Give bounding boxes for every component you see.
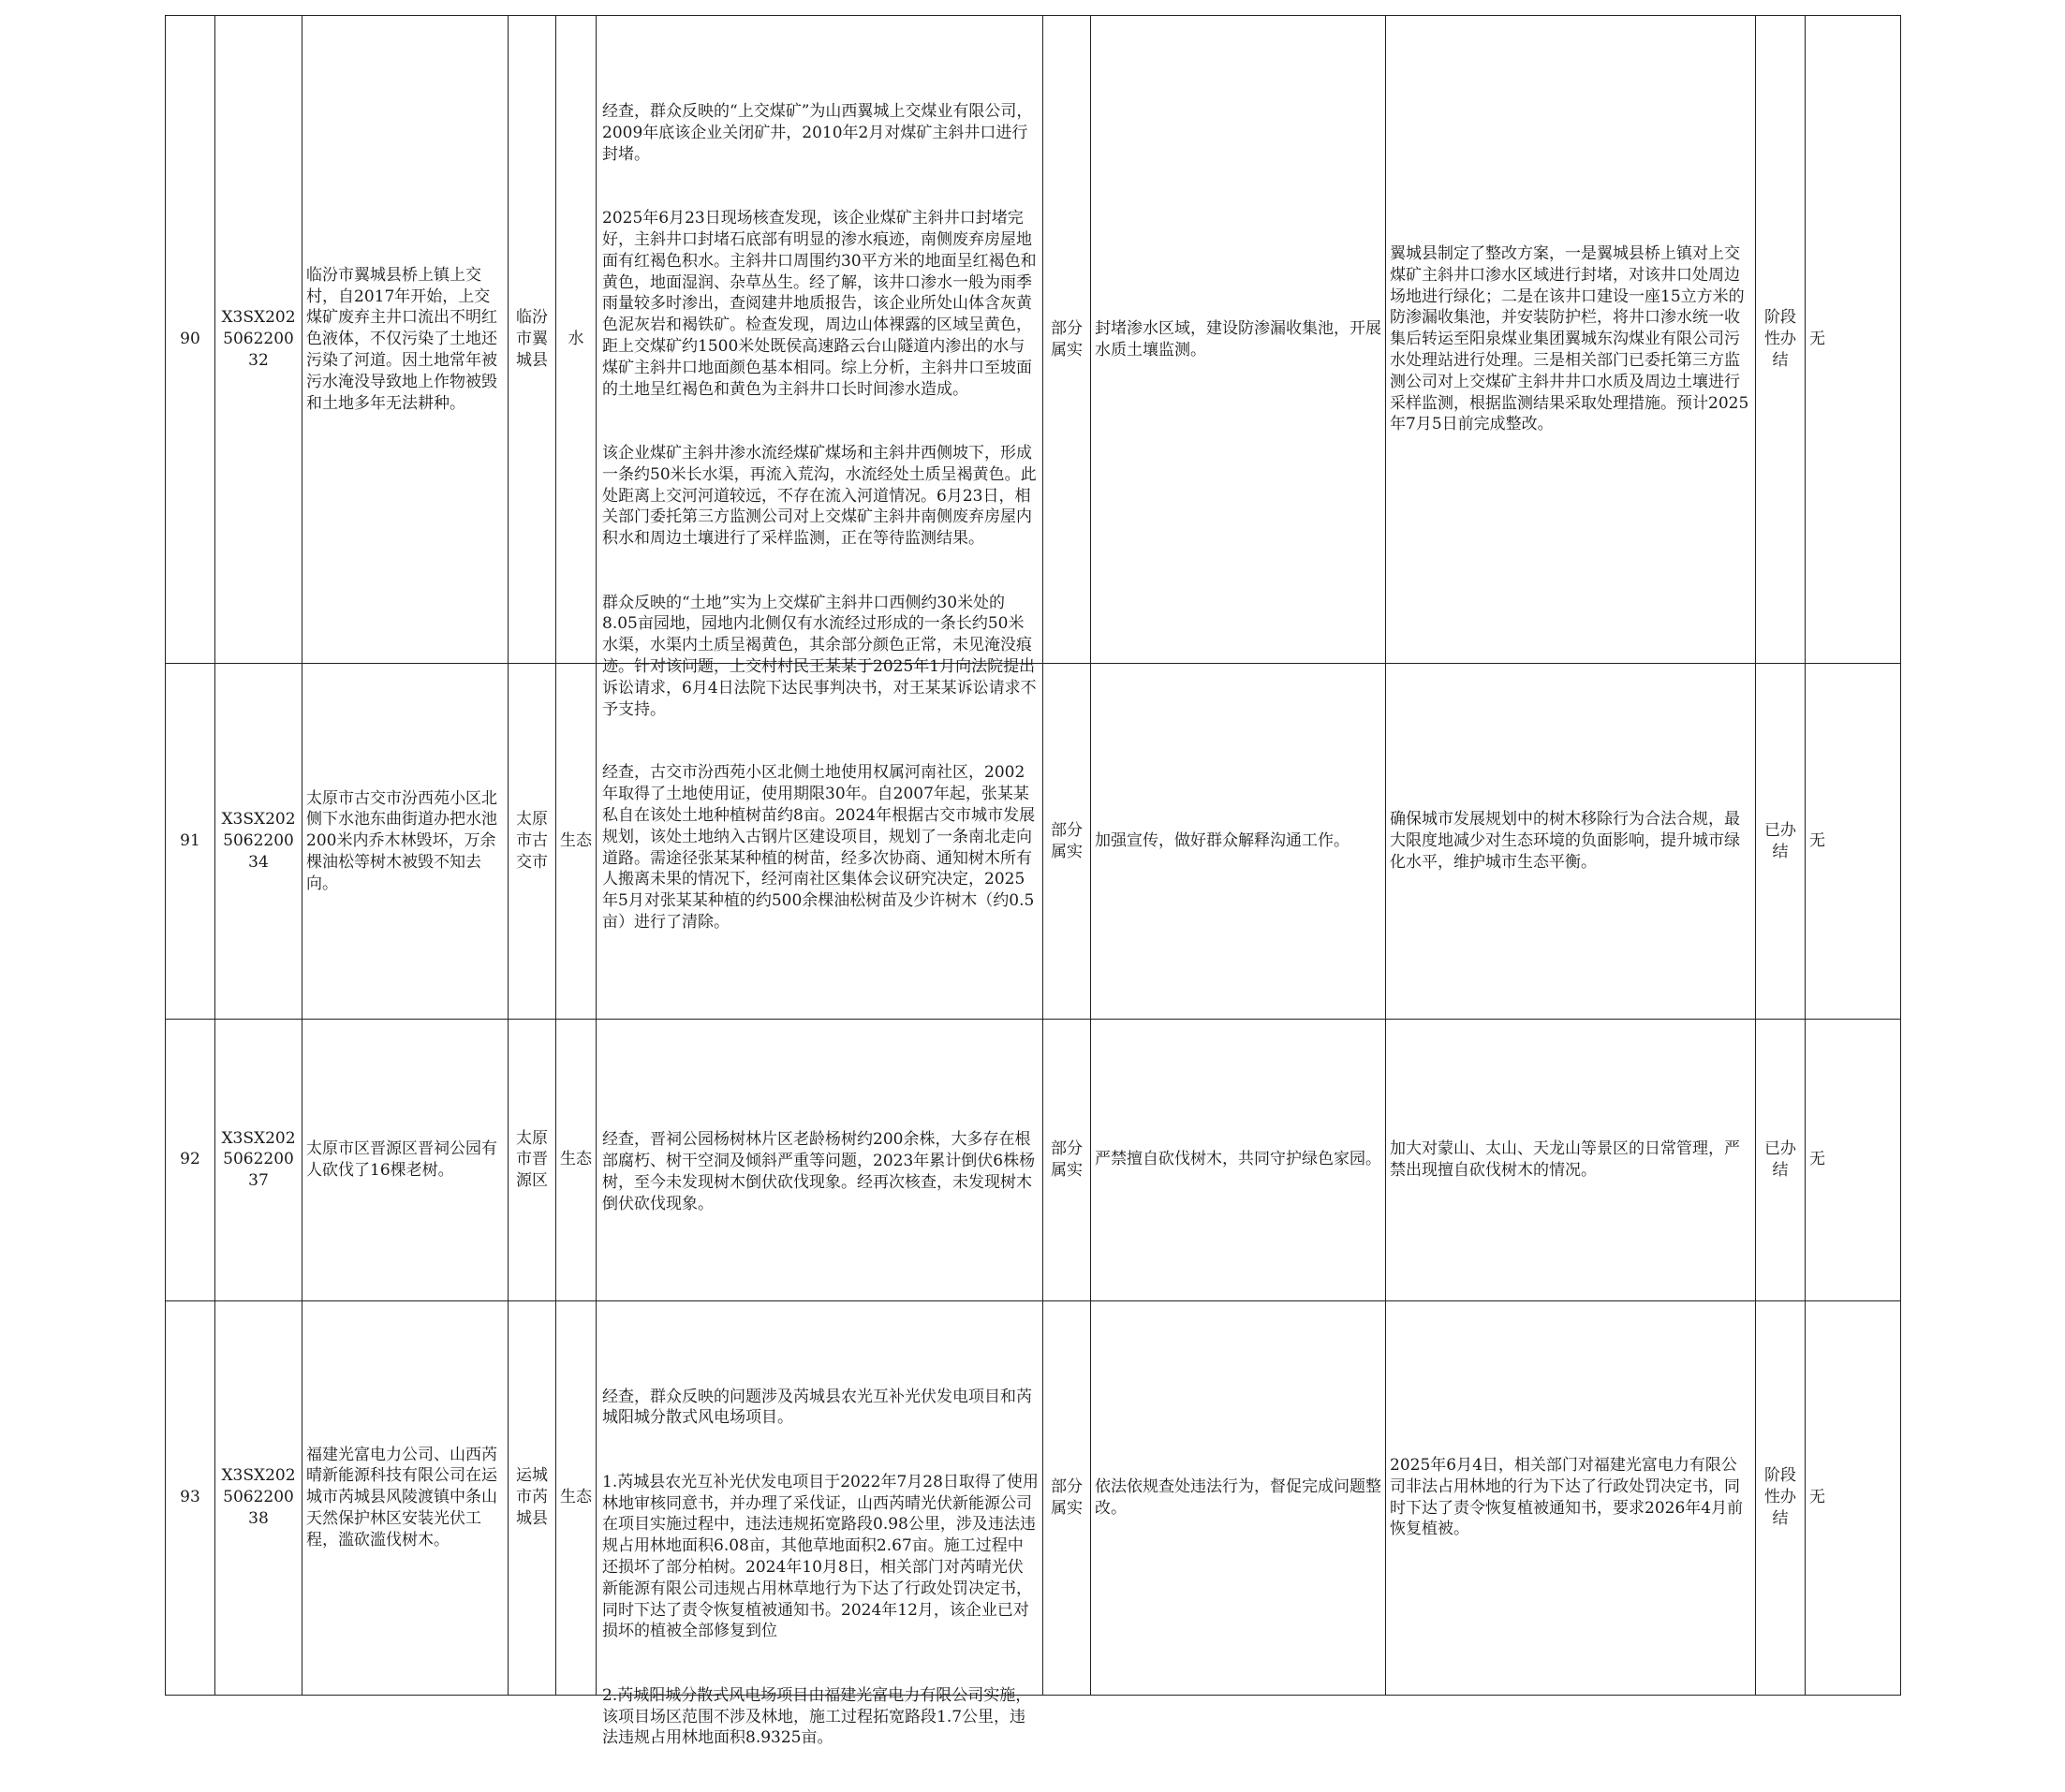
findings-paragraph: 该企业煤矿主斜井渗水流经煤矿煤场和主斜井西侧坡下，形成一条约50米长水渠，再流入荒沟，水流经处土质呈褐黄色。此处距离上交河河道较远，不存在流入河道情况。6月23日，相关部门委托第三方监测公司对上交煤矿主斜井南侧废弃房屋内积水和周边土壤进行了采样监测，正在等待监测结果。 (602, 443, 1037, 549)
administrative-region: 运城市芮城县 (509, 1300, 556, 1695)
accountability: 无 (1806, 16, 1901, 664)
handling-measures: 加强宣传，做好群众解释沟通工作。 (1091, 664, 1386, 1020)
findings-paragraph: 经查，群众反映的问题涉及芮城县农光互补光伏发电项目和芮城阳城分散式风电场项目。 (602, 1387, 1032, 1428)
administrative-region: 临汾市翼城县 (509, 16, 556, 664)
completion-status: 阶段性办结 (1756, 1300, 1806, 1695)
table-row (166, 1019, 1901, 1300)
administrative-region: 太原市古交市 (509, 664, 556, 1020)
verification-verdict: 部分属实 (1043, 1019, 1091, 1300)
row-number: 92 (166, 1019, 215, 1300)
complaint-table (165, 15, 1901, 1748)
investigation-findings (597, 16, 1043, 719)
complaint-description: 临汾市翼城县桥上镇上交村，自2017年开始，上交煤矿废弃主井口流出不明红色液体，不仅污染了土地还污染了河道。因土地常年被污水淹没导致地上作物被毁和土地多年无法耕种。 (302, 16, 509, 664)
complaint-description: 福建光富电力公司、山西芮晴新能源科技有限公司在运城市芮城县风陵渡镇中条山天然保护林区安装光伏工程，滥砍滥伐树木。 (302, 1300, 509, 1695)
row-number: 91 (166, 664, 215, 1020)
case-code: X3SX2025062200 38 (215, 1300, 302, 1695)
accountability: 无 (1806, 1019, 1901, 1300)
complaint-description: 太原市古交市汾西苑小区北侧下水池东曲街道办把水池200米内乔木林毁坏，万余棵油松等树木被毁不知去向。 (302, 664, 509, 1020)
handling-measures: 严禁擅自砍伐树木，共同守护绿色家园。 (1091, 1019, 1386, 1300)
case-code: X3SX2025062200 32 (215, 16, 302, 664)
rectification-status: 翼城县制定了整改方案，一是翼城县桥上镇对上交煤矿主斜井口渗水区域进行封堵，对该井口处周边场地进行绿化；二是在该井口建设一座15立方米的防渗漏收集池，并安装防护栏，将井口渗水统一收集后转运至阳泉煤业集团翼城东沟煤业有限公司污水处理站进行处理。三是相关部门已委托第三方监测公司对上交煤矿主斜井井口水质及周边土壤进行采样监测，根据监测结果采取处理措施。预计2025年7月5日前完成整改。 (1386, 16, 1756, 664)
row-number: 93 (166, 1300, 215, 1695)
findings-paragraph: 经查，群众反映的“上交煤矿”为山西翼城上交煤业有限公司，2009年底该企业关闭矿井，2010年2月对煤矿主斜井口进行封堵。 (602, 102, 1033, 164)
verification-verdict: 部分属实 (1043, 1300, 1091, 1695)
investigation-findings (597, 1019, 1043, 1300)
findings-paragraph: 1.芮城县农光互补光伏发电项目于2022年7月28日取得了使用林地审核同意书，并办理了采伐证，山西芮晴光伏新能源公司在项目实施过程中，违法违规拓宽路段0.98公里，涉及违法违规占用林地面积6.08亩，其他草地面积2.67亩。施工过程中还损坏了部分柏树。2024年10月8日，相关部门对芮晴光伏新能源有限公司违规占用林草地行为下达了行政处罚决定书，同时下达了责令恢复植被通知书。2024年12月，该企业已对损坏的植被全部修复到位 (602, 1472, 1039, 1641)
case-code: X3SX2025062200 34 (215, 664, 302, 1020)
accountability: 无 (1806, 1300, 1901, 1695)
completion-status: 已办结 (1756, 664, 1806, 1020)
rectification-status: 加大对蒙山、太山、天龙山等景区的日常管理，严禁出现擅自砍伐树木的情况。 (1386, 1019, 1756, 1300)
completion-status: 阶段性办结 (1756, 16, 1806, 664)
investigation-findings (597, 1300, 1043, 1748)
administrative-region: 太原市晋源区 (509, 1019, 556, 1300)
accountability: 无 (1806, 664, 1901, 1020)
pollution-type: 生态 (556, 1300, 597, 1695)
findings-paragraph: 2.芮城阳城分散式风电场项目由福建光富电力有限公司实施，该项目场区范围不涉及林地，施工过程拓宽路段1.7公里，违法违规占用林地面积8.9325亩。 (602, 1685, 1032, 1748)
findings-paragraph: 2025年6月23日现场核查发现，该企业煤矿主斜井口封堵完好，主斜井口封堵石底部有明显的渗水痕迹，南侧废弃房屋地面有红褐色积水。主斜井口周围约30平方米的地面呈红褐色和黄色，地面湿润、杂草丛生。经了解，该井口渗水一般为雨季雨量较多时渗出，查阅建井地质报告，该企业所处山体含灰黄色泥灰岩和褐铁矿。检查发现，周边山体裸露的区域呈黄色，距上交煤矿约1500米处既侯高速路云台山隧道内渗出的水与煤矿主斜井口地面颜色基本相同。综上分析，主斜井口至坡面的土地呈红褐色和黄色为主斜井口长时间渗水造成。 (602, 209, 1037, 399)
table-row (166, 16, 1901, 664)
handling-measures: 封堵渗水区域，建设防渗漏收集池，开展水质土壤监测。 (1091, 16, 1386, 664)
completion-status: 已办结 (1756, 1019, 1806, 1300)
rectification-status: 确保城市发展规划中的树木移除行为合法合规，最大限度地减少对生态环境的负面影响，提升城市绿化水平，维护城市生态平衡。 (1386, 664, 1756, 1020)
case-code: X3SX2025062200 37 (215, 1019, 302, 1300)
complaint-description: 太原市区晋源区晋祠公园有人砍伐了16棵老树。 (302, 1019, 509, 1300)
pollution-type: 生态 (556, 1019, 597, 1300)
findings-paragraph: 经查，古交市汾西苑小区北侧土地使用权属河南社区，2002年取得了土地使用证，使用期限30年。自2007年起，张某某私自在该处土地种植树苗约8亩。2024年根据古交市城市发展规划，该处土地纳入古钢片区建设项目，规划了一条南北走向道路。需途径张某某种植的树苗，经多次协商、通知树木所有人搬离未果的情况下，经河南社区集体会议研究决定，2025年5月对张某某种植的约500余棵油松树苗及少许树木（约0.5亩）进行了清除。 (602, 763, 1036, 932)
table-row (166, 664, 1901, 1020)
verification-verdict: 部分属实 (1043, 16, 1091, 664)
verification-verdict: 部分属实 (1043, 664, 1091, 1020)
rectification-status: 2025年6月4日，相关部门对福建光富电力有限公司非法占用林地的行为下达了行政处罚决定书，同时下达了责令恢复植被通知书，要求2026年4月前恢复植被。 (1386, 1300, 1756, 1695)
pollution-type: 生态 (556, 664, 597, 1020)
table-row (166, 1300, 1901, 1695)
findings-paragraph: 群众反映的“土地”实为上交煤矿主斜井口西侧约30米处的8.05亩园地，园地内北侧仅有水流经过形成的一条长约50米水渠，水渠内土质呈褐黄色，其余部分颜色正常，未见淹没痕迹。针对该问题，上交村村民王某某于2025年1月向法院提出诉讼请求，6月4日法院下达民事判决书，对王某某诉讼请求不予支持。 (602, 593, 1037, 719)
pollution-type: 水 (556, 16, 597, 664)
findings-paragraph: 经查，晋祠公园杨树林片区老龄杨树约200余株，大多存在根部腐朽、树干空洞及倾斜严重等问题，2023年累计倒伏6株杨树，至今未发现树木倒伏砍伐现象。经再次核查，未发现树木倒伏砍伐现象。 (602, 1130, 1036, 1213)
handling-measures: 依法依规查处违法行为，督促完成问题整改。 (1091, 1300, 1386, 1695)
row-number: 90 (166, 16, 215, 664)
